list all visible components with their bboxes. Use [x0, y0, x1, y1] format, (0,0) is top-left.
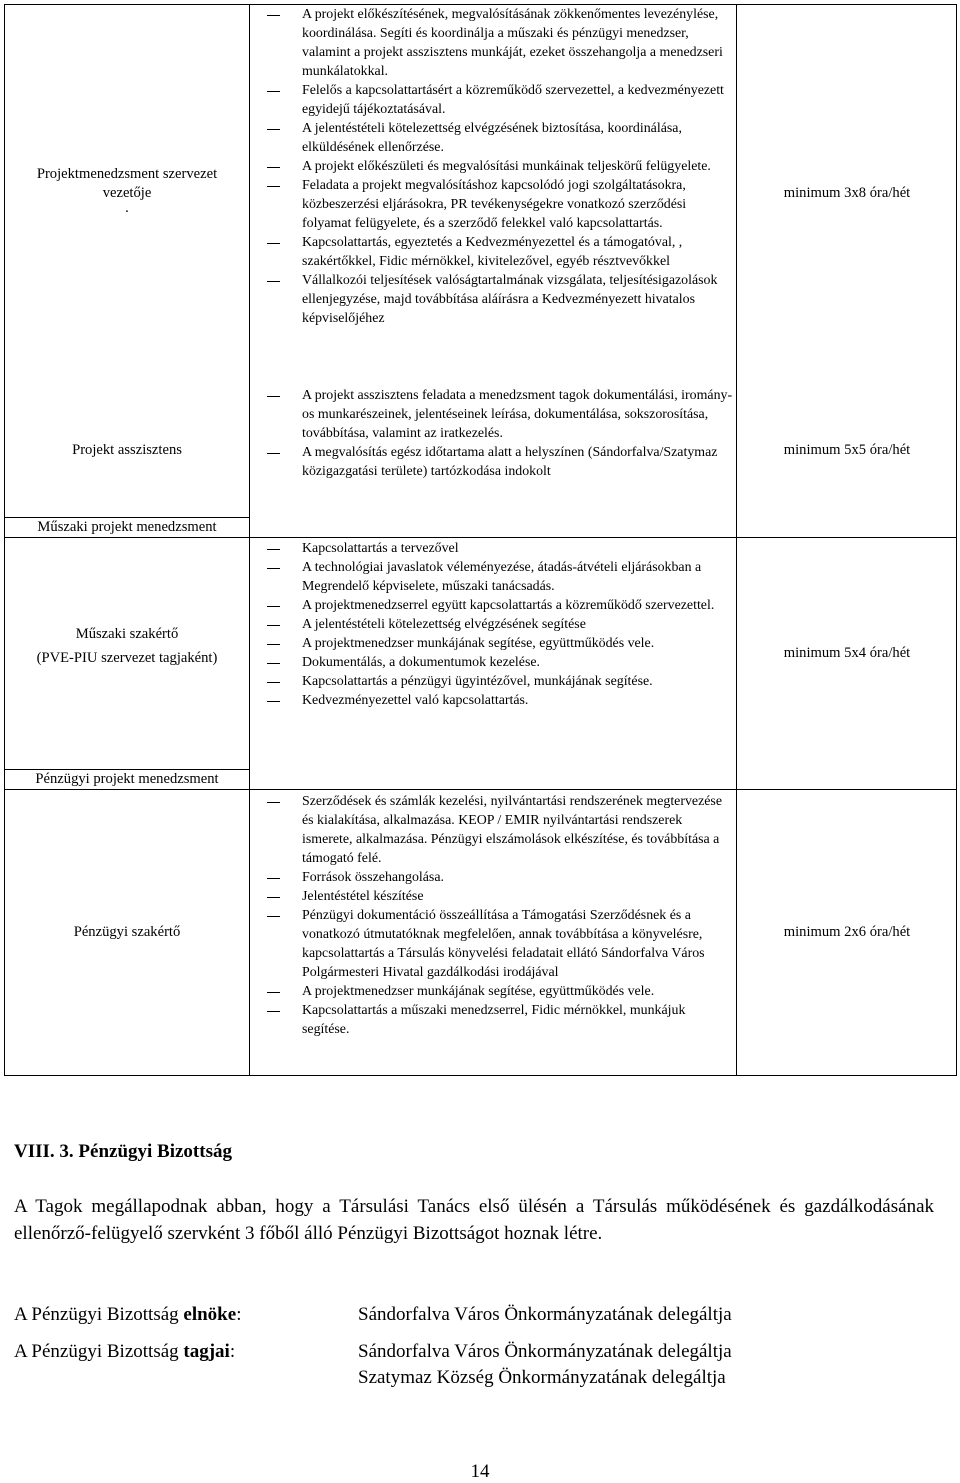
list-item: Kapcsolattartás, egyeztetés a Kedvezményezettel és a támogatóval, , szakértőkkel, Fidic mérnökkel, kivitelezővel, egyéb résztvevőkkel	[250, 233, 735, 271]
list-item: A megvalósítás egész időtartama alatt a helyszínen (Sándorfalva/Szatymaz közigazgatási területe) tartózkodása indokolt	[250, 443, 735, 481]
task-list-project-assistant	[250, 386, 735, 481]
list-item: Jelentéstétel készítése	[250, 887, 735, 906]
list-item: Kapcsolattartás a műszaki menedzserrel, Fidic mérnökkel, munkájuk segítése.	[250, 1001, 735, 1039]
role-project-manager: Projektmenedzsment szervezet vezetője .	[36, 166, 218, 216]
hours-financial-expert: minimum 2x6 óra/hét	[783, 924, 911, 940]
hours-technical-expert: minimum 5x4 óra/hét	[783, 645, 911, 661]
responsibilities-table	[4, 4, 957, 1076]
list-item: Szerződések és számlák kezelési, nyilvántartási rendszerének megtervezése és kialakítása, alkalmazása. KEOP / EMIR nyilvántartási rendszerek ismerete, alkalmazása. Pénzügyi elszámolások elkészítése, és továbbítása a támogató felé.	[250, 792, 735, 868]
list-item: A jelentéstételi kötelezettség elvégzésének segítése	[250, 615, 735, 634]
hours-project-assistant: minimum 5x5 óra/hét	[783, 442, 911, 458]
list-item: A projektmenedzserrel együtt kapcsolattartás a közreműködő szervezettel.	[250, 596, 735, 615]
section-paragraph: A Tagok megállapodnak abban, hogy a Társulási Tanács első ülésén a Társulás működésének és gazdálkodásának ellenőrző-felügyelő szervként 3 főből álló Pénzügyi Bizottságot hoznak létre.	[14, 1196, 934, 1244]
hours-project-manager: minimum 3x8 óra/hét	[783, 185, 911, 201]
members-label: A Pénzügyi Bizottság tagjai:	[14, 1341, 236, 1362]
list-item: A projekt asszisztens feladata a menedzsment tagok dokumentálási, irományos munkarészeinek, jelentéseinek leírása, dokumentálása, sokszorosítása, továbbítása, valamint az iratkezelés.	[250, 386, 735, 443]
list-item: Források összehangolása.	[250, 868, 735, 887]
list-item: Kapcsolattartás a pénzügyi ügyintézővel, munkájának segítése.	[250, 672, 735, 691]
row-divider	[5, 789, 956, 790]
task-list-technical-expert	[250, 539, 735, 710]
chair-value: Sándorfalva Város Önkormányzatának delegáltja	[358, 1304, 732, 1325]
page-number: 14	[470, 1461, 490, 1482]
task-list-financial-expert	[250, 792, 735, 1039]
members-value: Szatymaz Község Önkormányzatának delegáltja	[358, 1367, 726, 1388]
list-item: Felelős a kapcsolattartásért a közreműködő szervezettel, a kedvezményezett egyidejű tájékoztatásával.	[250, 81, 735, 119]
list-item: A jelentéstételi kötelezettség elvégzésének biztosítása, koordinálása, elküldésének ellenőrzése.	[250, 119, 735, 157]
list-item: Pénzügyi dokumentáció összeállítása a Támogatási Szerződésnek és a vonatkozó útmutatóknak megfelelően, annak továbbítása a könyvelésre, kapcsolattartás a Társulás könyvelési feladatait ellátó Sándorfalva Város Polgármesteri Hivatal gazdálkodási irodájával	[250, 906, 735, 982]
members-value: Sándorfalva Város Önkormányzatának delegáltja	[358, 1341, 732, 1362]
row-divider	[5, 537, 956, 538]
chair-label: A Pénzügyi Bizottság elnöke:	[14, 1304, 242, 1325]
list-item: A projektmenedzser munkájának segítése, együttműködés vele.	[250, 634, 735, 653]
column-divider	[736, 5, 737, 1075]
list-item: Feladata a projekt megvalósításhoz kapcsolódó jogi szolgáltatásokra, közbeszerzési eljárásokra, PR tevékenységekre vonatkozó szerződési folyamat felügyelete, és a szerződő felekkel való kapcsolattartás.	[250, 176, 735, 233]
section-heading: VIII. 3. Pénzügyi Bizottság	[14, 1141, 232, 1162]
list-item: Kapcsolattartás a tervezővel	[250, 539, 735, 558]
role-financial-expert: Pénzügyi szakértő	[73, 924, 181, 940]
list-item: A projekt előkészítésének, megvalósításának zökkenőmentes levezénylése, koordinálása. Segíti és koordinálja a műszaki és pénzügyi menedzser, valamint a projekt asszisztens munkáját, ezeket összehangolja a menedzseri munkálatokkal.	[250, 5, 735, 81]
role-project-assistant: Projekt asszisztens	[72, 442, 182, 458]
list-item: Dokumentálás, a dokumentumok kezelése.	[250, 653, 735, 672]
section-technical-management: Műszaki projekt menedzsment	[37, 519, 217, 535]
list-item: Kedvezményezettel való kapcsolattartás.	[250, 691, 735, 710]
section-financial-management: Pénzügyi projekt menedzsment	[35, 771, 219, 787]
list-item: A projektmenedzser munkájának segítése, együttműködés vele.	[250, 982, 735, 1001]
role-technical-expert: Műszaki szakértő (PVE-PIU szervezet tagjaként)	[36, 626, 218, 666]
list-item: Vállalkozói teljesítések valóságtartalmának vizsgálata, teljesítésigazolások ellenjegyzése, majd továbbítása aláírásra a Kedvezményezett hivatalos képviselőjéhez	[250, 271, 735, 328]
list-item: A projekt előkészületi és megvalósítási munkáinak teljeskörű felügyelete.	[250, 157, 735, 176]
list-item: A technológiai javaslatok véleményezése, átadás-átvételi eljárásokban a Megrendelő képviselete, műszaki tanácsadás.	[250, 558, 735, 596]
task-list-project-manager	[250, 5, 735, 328]
